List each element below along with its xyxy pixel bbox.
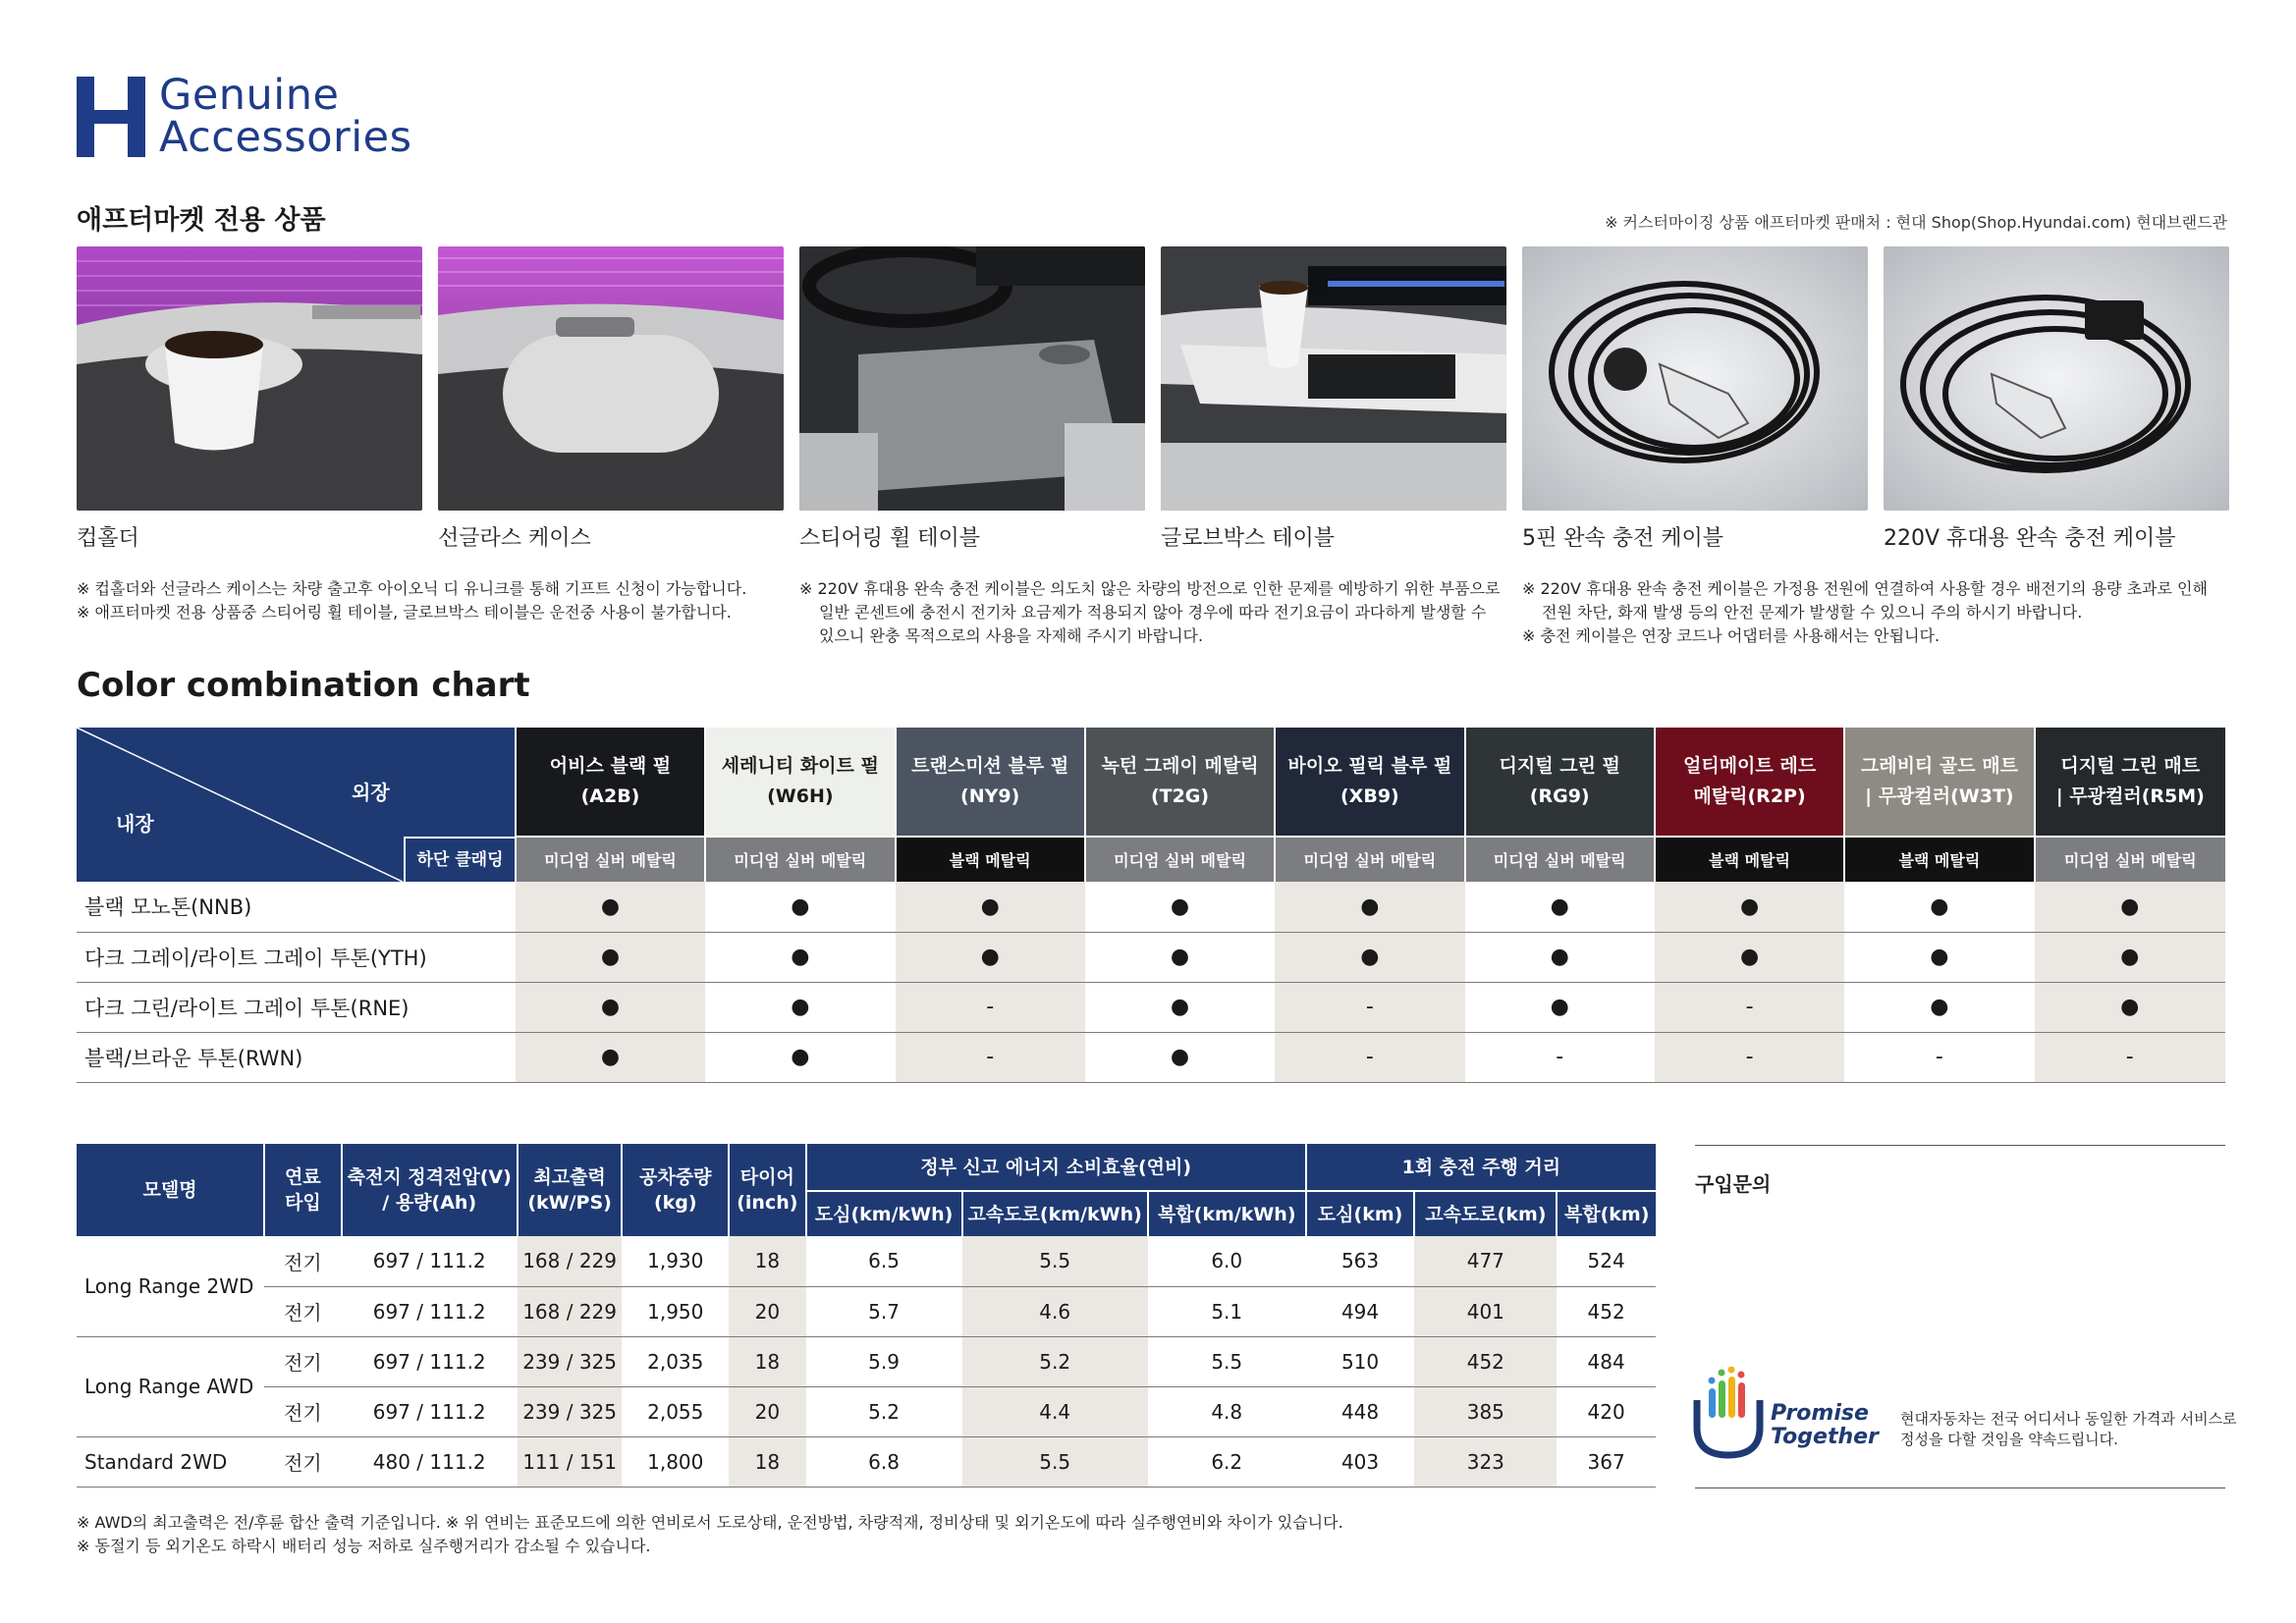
exterior-code: (XB9) bbox=[1340, 785, 1399, 807]
spec-cell: 494 bbox=[1306, 1286, 1415, 1336]
header-fuel-l1: 연료 bbox=[285, 1166, 321, 1188]
exterior-name: 녹턴 그레이 메탈릭 bbox=[1101, 755, 1259, 777]
spec-cell: 1,950 bbox=[622, 1286, 729, 1336]
spec-cell: 4.4 bbox=[962, 1386, 1148, 1436]
note-b-2: 일반 콘센트에 충전시 전기차 요금제가 적용되지 않아 경우에 따라 전기요금이 과다하게 발생할 수 bbox=[819, 603, 1487, 622]
note-b-3: 있으니 완충 목적으로의 사용을 자제해 주시기 바랍니다. bbox=[819, 626, 1204, 645]
spec-cell: 전기 bbox=[264, 1236, 341, 1286]
spec-cell: 697 / 111.2 bbox=[342, 1236, 518, 1286]
spec-cell: 239 / 325 bbox=[518, 1336, 623, 1386]
exterior-name: 트랜스미션 블루 펄 bbox=[911, 755, 1069, 777]
availability-cell: ● bbox=[516, 882, 705, 932]
availability-cell: ● bbox=[2035, 882, 2225, 932]
exterior-code: | 무광컬러(W3T) bbox=[1865, 785, 2014, 807]
availability-cell: - bbox=[1275, 982, 1464, 1032]
spec-cell: 4.8 bbox=[1148, 1386, 1306, 1436]
spec-cell: 5.5 bbox=[962, 1236, 1148, 1286]
header-rng-city: 도심(km) bbox=[1306, 1191, 1415, 1236]
trim-xb9: 미디엄 실버 메탈릭 bbox=[1275, 837, 1464, 882]
availability-cell: ● bbox=[1655, 932, 1844, 982]
accessory-notes-a bbox=[77, 577, 784, 624]
exterior-r2p bbox=[1655, 728, 1844, 837]
spec-cell: 전기 bbox=[264, 1386, 341, 1436]
trim-label: 하단 클래딩 bbox=[406, 839, 515, 882]
exterior-name: 그레비티 골드 매트 bbox=[1860, 755, 2018, 777]
exterior-label: 외장 bbox=[352, 781, 390, 804]
header-eff-city: 도심(km/kWh) bbox=[806, 1191, 962, 1236]
availability-cell: - bbox=[896, 982, 1085, 1032]
availability-cell: ● bbox=[1275, 882, 1464, 932]
header-tire-l1: 타이어 bbox=[739, 1166, 794, 1188]
spec-row bbox=[77, 1386, 1656, 1436]
promise-line-2: Together bbox=[1771, 1425, 1879, 1449]
header-rng-hwy: 고속도로(km) bbox=[1414, 1191, 1557, 1236]
note-a-1: ※ 컵홀더와 선글라스 케이스는 차량 출고후 아이오닉 디 유니크를 통해 기프트 신청이 가능합니다. bbox=[77, 579, 747, 598]
spec-cell: 111 / 151 bbox=[518, 1436, 623, 1487]
header-model: 모델명 bbox=[77, 1144, 264, 1236]
header-fuel bbox=[264, 1144, 341, 1236]
model-name: Long Range AWD bbox=[77, 1336, 264, 1436]
note-c-3: ※ 충전 케이블은 연장 코드나 어댑터를 사용해서는 안됩니다. bbox=[1522, 626, 1941, 645]
spec-cell: 448 bbox=[1306, 1386, 1415, 1436]
exterior-xb9 bbox=[1275, 728, 1464, 837]
steering-table-photo bbox=[799, 246, 1145, 511]
spec-cell: 18 bbox=[729, 1336, 805, 1386]
spec-cell: 6.8 bbox=[806, 1436, 962, 1487]
exterior-code: (NY9) bbox=[960, 785, 1020, 807]
model-name: Long Range 2WD bbox=[77, 1236, 264, 1336]
spec-cell: 484 bbox=[1557, 1336, 1656, 1386]
exterior-name: 세레니티 화이트 펄 bbox=[721, 755, 879, 777]
availability-cell: ● bbox=[1844, 932, 2034, 982]
spec-cell: 524 bbox=[1557, 1236, 1656, 1286]
spec-cell: 6.5 bbox=[806, 1236, 962, 1286]
trim-a2b: 미디엄 실버 메탈릭 bbox=[516, 837, 705, 882]
spec-cell: 2,055 bbox=[622, 1386, 729, 1436]
interior-label-yth: 다크 그레이/라이트 그레이 투톤(YTH) bbox=[77, 932, 516, 982]
availability-cell: ● bbox=[1844, 882, 2034, 932]
logo-line-2: Accessories bbox=[159, 113, 412, 162]
exterior-w3t bbox=[1844, 728, 2034, 837]
exterior-name: 바이오 필릭 블루 펄 bbox=[1287, 755, 1452, 777]
spec-cell: 5.2 bbox=[962, 1336, 1148, 1386]
availability-cell: - bbox=[1275, 1032, 1464, 1082]
trim-w6h: 미디엄 실버 메탈릭 bbox=[705, 837, 895, 882]
inquiry-top-line bbox=[1695, 1145, 2225, 1146]
header-rng-comb: 복합(km) bbox=[1557, 1191, 1656, 1236]
spec-cell: 2,035 bbox=[622, 1336, 729, 1386]
spec-cell: 5.5 bbox=[962, 1436, 1148, 1487]
trim-r5m: 미디엄 실버 메탈릭 bbox=[2035, 837, 2225, 882]
trim-t2g: 미디엄 실버 메탈릭 bbox=[1085, 837, 1275, 882]
spec-cell: 239 / 325 bbox=[518, 1386, 623, 1436]
availability-cell: ● bbox=[516, 1032, 705, 1082]
trim-w3t: 블랙 메탈릭 bbox=[1844, 837, 2034, 882]
availability-cell: ● bbox=[705, 882, 895, 932]
accessory-label-1: 컵홀더 bbox=[77, 526, 139, 551]
spec-cell: 6.0 bbox=[1148, 1236, 1306, 1286]
exterior-t2g bbox=[1085, 728, 1275, 837]
exterior-ny9 bbox=[896, 728, 1085, 837]
availability-cell: ● bbox=[1465, 882, 1655, 932]
spec-cell: 697 / 111.2 bbox=[342, 1386, 518, 1436]
spec-row bbox=[77, 1336, 1656, 1386]
spec-row bbox=[77, 1236, 1656, 1286]
accessory-label-5: 5핀 완속 충전 케이블 bbox=[1522, 526, 1723, 551]
sunglasses-case-photo bbox=[438, 246, 784, 511]
spec-cell: 510 bbox=[1306, 1336, 1415, 1386]
header-power bbox=[518, 1144, 623, 1236]
interior-row bbox=[77, 882, 2225, 932]
accessory-label-4: 글로브박스 테이블 bbox=[1161, 526, 1336, 551]
trim-r2p: 블랙 메탈릭 bbox=[1655, 837, 1844, 882]
logo-line-1: Genuine bbox=[159, 71, 340, 120]
spec-cell: 5.5 bbox=[1148, 1336, 1306, 1386]
spec-cell: 563 bbox=[1306, 1236, 1415, 1286]
promise-line-1: Promise bbox=[1771, 1401, 1869, 1426]
spec-cell: 401 bbox=[1414, 1286, 1557, 1336]
header-weight-l1: 공차중량 bbox=[639, 1166, 712, 1188]
availability-cell: ● bbox=[1655, 882, 1844, 932]
spec-cell: 1,800 bbox=[622, 1436, 729, 1487]
availability-cell: - bbox=[1844, 1032, 2034, 1082]
availability-cell: ● bbox=[1085, 932, 1275, 982]
interior-label-rwn: 블랙/브라운 투톤(RWN) bbox=[77, 1032, 516, 1082]
spec-cell: 385 bbox=[1414, 1386, 1557, 1436]
color-combination-table bbox=[77, 728, 2225, 1083]
interior-label-nnb: 블랙 모노톤(NNB) bbox=[77, 882, 516, 932]
note-b-1: ※ 220V 휴대용 완속 충전 케이블은 의도치 않은 차량의 방전으로 인한 문제를 예방하기 위한 부품으로 bbox=[799, 579, 1501, 598]
exterior-w6h bbox=[705, 728, 895, 837]
spec-cell: 4.6 bbox=[962, 1286, 1148, 1336]
availability-cell: - bbox=[1655, 982, 1844, 1032]
accessory-label-2: 선글라스 케이스 bbox=[438, 526, 591, 551]
spec-body bbox=[77, 1236, 1656, 1487]
spec-cell: 697 / 111.2 bbox=[342, 1336, 518, 1386]
h-logo-icon bbox=[77, 77, 145, 157]
spec-cell: 480 / 111.2 bbox=[342, 1436, 518, 1487]
spec-cell: 452 bbox=[1414, 1336, 1557, 1386]
spec-cell: 6.2 bbox=[1148, 1436, 1306, 1487]
spec-row bbox=[77, 1286, 1656, 1336]
accessory-notes-b bbox=[799, 577, 1506, 648]
spec-table bbox=[77, 1144, 1656, 1488]
exterior-code: | 무광컬러(R5M) bbox=[2055, 785, 2205, 807]
accessories-heading: 애프터마켓 전용 상품 bbox=[77, 205, 326, 236]
promise-desc-1: 현대자동차는 전국 어디서나 동일한 가격과 서비스로 bbox=[1900, 1410, 2237, 1428]
promise-together-icon bbox=[1693, 1367, 1766, 1461]
spec-cell: 18 bbox=[729, 1236, 805, 1286]
header-efficiency: 정부 신고 에너지 소비효율(연비) bbox=[806, 1144, 1306, 1191]
spec-cell: 420 bbox=[1557, 1386, 1656, 1436]
spec-cell: 전기 bbox=[264, 1436, 341, 1487]
interior-label: 내장 bbox=[116, 812, 154, 836]
spec-cell: 168 / 229 bbox=[518, 1286, 623, 1336]
availability-cell: ● bbox=[2035, 932, 2225, 982]
interior-label-rne: 다크 그린/라이트 그레이 투톤(RNE) bbox=[77, 982, 516, 1032]
spec-cell: 5.7 bbox=[806, 1286, 962, 1336]
availability-cell: ● bbox=[896, 932, 1085, 982]
exterior-name: 디지털 그린 펄 bbox=[1499, 755, 1620, 777]
availability-cell: ● bbox=[1465, 932, 1655, 982]
exterior-r5m bbox=[2035, 728, 2225, 837]
availability-cell: ● bbox=[1275, 932, 1464, 982]
charging-cable-photo bbox=[1522, 246, 1868, 511]
glovebox-table-photo bbox=[1161, 246, 1506, 511]
promise-together-wordmark bbox=[1771, 1402, 1879, 1449]
exterior-code: (A2B) bbox=[580, 785, 640, 807]
promise-desc-2: 정성을 다할 것임을 약속드립니다. bbox=[1900, 1431, 2118, 1448]
header-battery-l1: 축전지 정격전압(V) bbox=[347, 1166, 512, 1188]
promise-description bbox=[1900, 1409, 2237, 1450]
spec-cell: 5.9 bbox=[806, 1336, 962, 1386]
spec-cell: 367 bbox=[1557, 1436, 1656, 1487]
color-chart-corner bbox=[77, 728, 516, 882]
model-name: Standard 2WD bbox=[77, 1436, 264, 1487]
availability-cell: ● bbox=[705, 1032, 895, 1082]
spec-cell: 452 bbox=[1557, 1286, 1656, 1336]
genuine-accessories-logo bbox=[77, 71, 412, 162]
exterior-rg9 bbox=[1465, 728, 1655, 837]
availability-cell: - bbox=[896, 1032, 1085, 1082]
header-power-l2: (kW/PS) bbox=[527, 1192, 612, 1214]
cup-holder-photo bbox=[77, 246, 422, 511]
availability-cell: ● bbox=[1085, 982, 1275, 1032]
exterior-code: (RG9) bbox=[1529, 785, 1590, 807]
interior-row bbox=[77, 982, 2225, 1032]
availability-cell: ● bbox=[516, 982, 705, 1032]
interior-row bbox=[77, 1032, 2225, 1082]
spec-cell: 18 bbox=[729, 1436, 805, 1487]
note-c-1: ※ 220V 휴대용 완속 충전 케이블은 가정용 전원에 연결하여 사용할 경우 배전기의 용량 초과로 인해 bbox=[1522, 579, 2208, 598]
exterior-name: 디지털 그린 매트 bbox=[2060, 755, 2201, 777]
spec-row bbox=[77, 1436, 1656, 1487]
availability-cell: ● bbox=[1085, 1032, 1275, 1082]
color-chart-heading: Color combination chart bbox=[77, 666, 530, 705]
spec-cell: 5.2 bbox=[806, 1386, 962, 1436]
spec-footnote-1: ※ AWD의 최고출력은 전/후륜 합산 출력 기준입니다. ※ 위 연비는 표준모드에 의한 연비로서 도로상태, 운전방법, 차량적재, 정비상태 및 외기온도에 따라 실주행연비와 차이가 있습니다. bbox=[77, 1513, 1343, 1532]
accessory-notes-c bbox=[1522, 577, 2229, 648]
availability-cell: ● bbox=[1465, 982, 1655, 1032]
spec-cell: 전기 bbox=[264, 1336, 341, 1386]
availability-cell: - bbox=[2035, 1032, 2225, 1082]
header-tire bbox=[729, 1144, 805, 1236]
exterior-code: (T2G) bbox=[1150, 785, 1210, 807]
header-battery bbox=[342, 1144, 518, 1236]
header-eff-comb: 복합(km/kWh) bbox=[1148, 1191, 1306, 1236]
spec-cell: 전기 bbox=[264, 1286, 341, 1336]
inquiry-title: 구입문의 bbox=[1695, 1172, 1772, 1196]
spec-cell: 20 bbox=[729, 1286, 805, 1336]
header-battery-l2: / 용량(Ah) bbox=[382, 1192, 477, 1214]
header-tire-l2: (inch) bbox=[737, 1192, 798, 1214]
spec-cell: 5.1 bbox=[1148, 1286, 1306, 1336]
header-fuel-l2: 타입 bbox=[285, 1192, 321, 1214]
spec-cell: 1,930 bbox=[622, 1236, 729, 1286]
availability-cell: ● bbox=[1085, 882, 1275, 932]
note-a-2: ※ 애프터마켓 전용 상품중 스티어링 휠 테이블, 글로브박스 테이블은 운전중 사용이 불가합니다. bbox=[77, 603, 732, 622]
spec-cell: 403 bbox=[1306, 1436, 1415, 1487]
header-eff-hwy: 고속도로(km/kWh) bbox=[962, 1191, 1148, 1236]
availability-cell: ● bbox=[896, 882, 1085, 932]
exterior-name: 어비스 블랙 펄 bbox=[549, 755, 672, 777]
spec-footnote-2: ※ 동절기 등 외기온도 하락시 배터리 성능 저하로 실주행거리가 감소될 수 있습니다. bbox=[77, 1537, 651, 1555]
availability-cell: - bbox=[1655, 1032, 1844, 1082]
exterior-code: 메탈릭(R2P) bbox=[1693, 785, 1806, 807]
accessory-label-6: 220V 휴대용 완속 충전 케이블 bbox=[1884, 526, 2176, 551]
availability-cell: ● bbox=[516, 932, 705, 982]
trim-rg9: 미디엄 실버 메탈릭 bbox=[1465, 837, 1655, 882]
spec-cell: 477 bbox=[1414, 1236, 1557, 1286]
spec-cell: 20 bbox=[729, 1386, 805, 1436]
spec-cell: 323 bbox=[1414, 1436, 1557, 1487]
accessories-seller-note: ※ 커스터마이징 상품 애프터마켓 판매처 : 현대 Shop(Shop.Hyundai.com) 현대브랜드관 bbox=[1605, 213, 2227, 232]
accessory-label-3: 스티어링 휠 테이블 bbox=[799, 526, 981, 551]
trim-ny9: 블랙 메탈릭 bbox=[896, 837, 1085, 882]
header-range: 1회 충전 주행 거리 bbox=[1306, 1144, 1656, 1191]
availability-cell: ● bbox=[1844, 982, 2034, 1032]
availability-cell: ● bbox=[705, 982, 895, 1032]
exterior-name: 얼티메이트 레드 bbox=[1683, 755, 1817, 777]
spec-cell: 697 / 111.2 bbox=[342, 1286, 518, 1336]
interior-row bbox=[77, 932, 2225, 982]
portable-charger-photo bbox=[1884, 246, 2229, 511]
header-weight-l2: (kg) bbox=[653, 1192, 697, 1214]
spec-cell: 168 / 229 bbox=[518, 1236, 623, 1286]
availability-cell: ● bbox=[705, 932, 895, 982]
availability-cell: - bbox=[1465, 1032, 1655, 1082]
header-power-l1: 최고출력 bbox=[533, 1166, 606, 1188]
exterior-a2b bbox=[516, 728, 705, 837]
note-c-2: 전원 차단, 화재 발생 등의 안전 문제가 발생할 수 있으니 주의 하시기 바랍니다. bbox=[1542, 603, 2083, 622]
exterior-code: (W6H) bbox=[767, 785, 834, 807]
availability-cell: ● bbox=[2035, 982, 2225, 1032]
header-weight bbox=[622, 1144, 729, 1236]
